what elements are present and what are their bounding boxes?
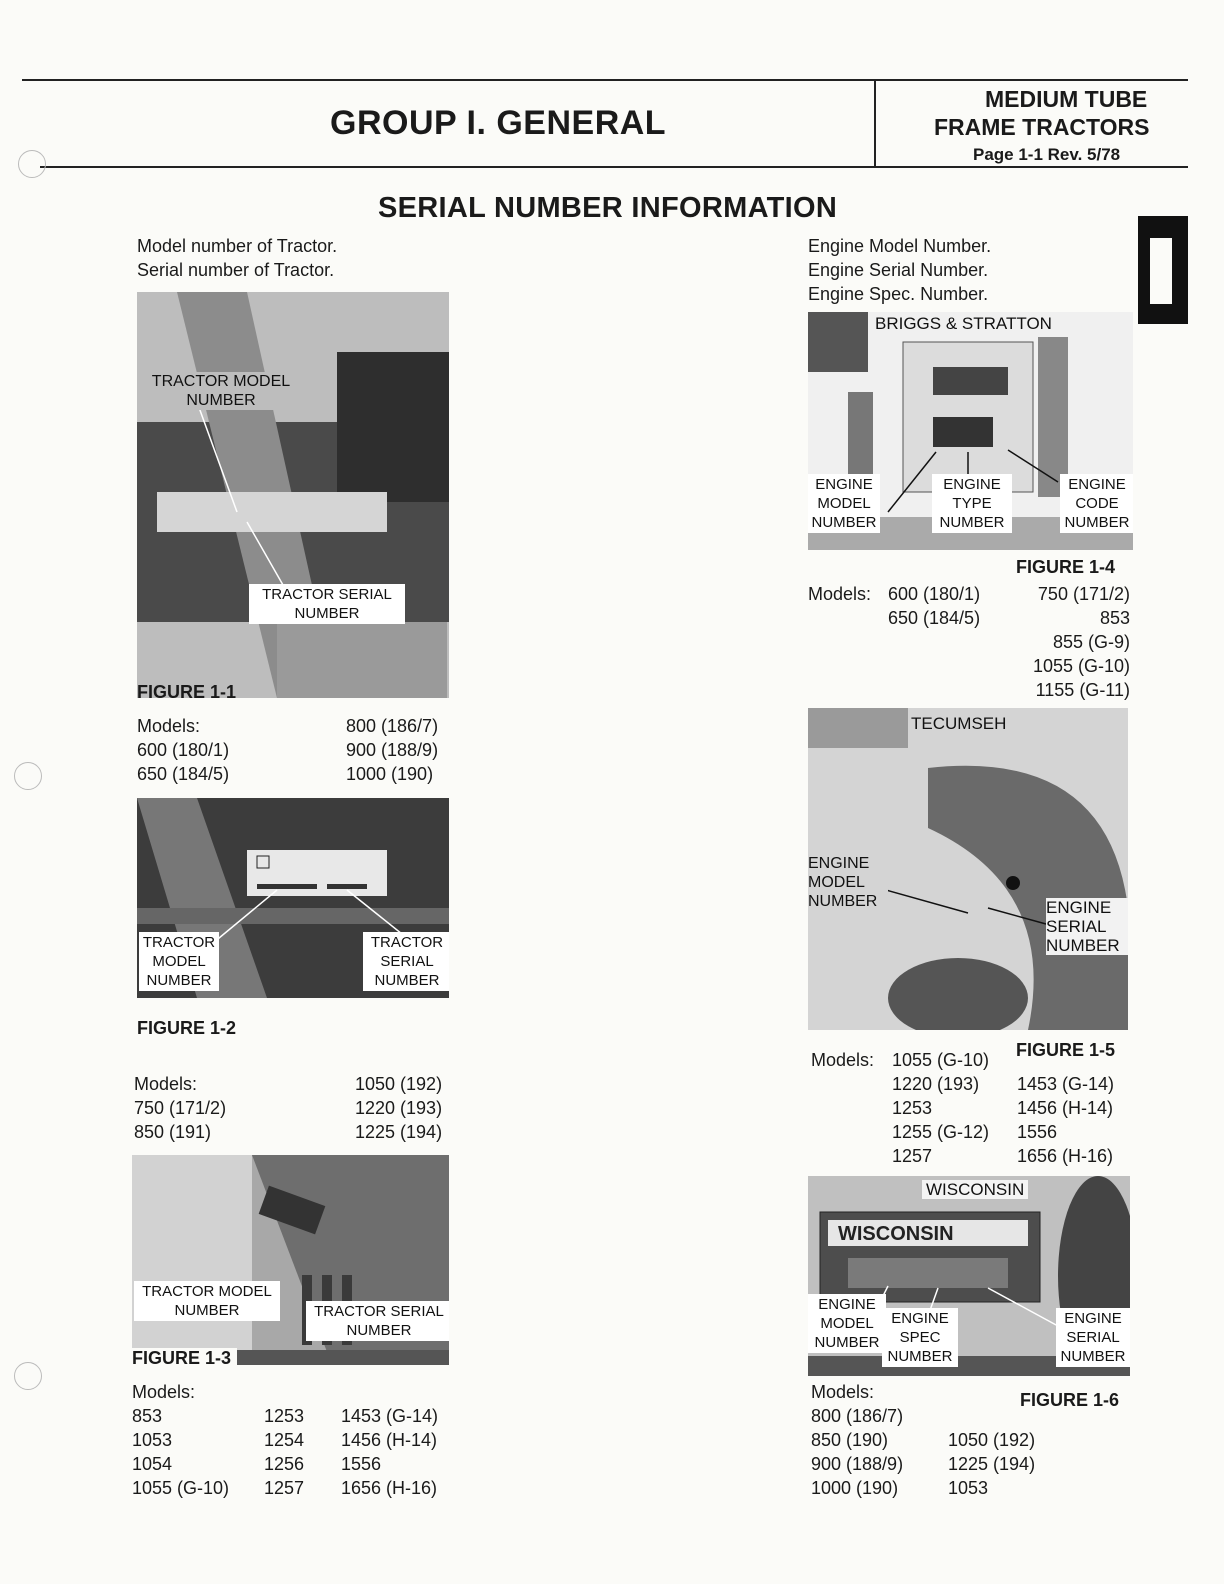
model-entry: 1050 (192) bbox=[355, 1074, 443, 1094]
figure-1-6-brand: WISCONSIN bbox=[922, 1180, 1028, 1199]
model-entry: 600 (180/1) bbox=[888, 584, 981, 604]
model-entry: 600 (180/1) bbox=[137, 740, 230, 760]
intro-line: Model number of Tractor. bbox=[137, 236, 338, 256]
figure-1-1-models-col2 bbox=[346, 714, 438, 786]
model-entry: 1556 bbox=[341, 1454, 382, 1474]
model-entry: 1456 (H-14) bbox=[1017, 1098, 1114, 1118]
model-entry: 650 (184/5) bbox=[888, 608, 981, 628]
header-bottom-rule bbox=[40, 166, 1188, 168]
figure-1-5-caption: FIGURE 1-5 bbox=[1016, 1040, 1116, 1060]
figure-1-2-caption: FIGURE 1-2 bbox=[137, 1018, 237, 1038]
models-label: Models: bbox=[134, 1074, 198, 1094]
figure-1-6-models-col2 bbox=[948, 1428, 1035, 1500]
header-top-rule bbox=[22, 79, 1188, 81]
binder-hole bbox=[14, 1362, 42, 1390]
figure-1-3-models-col3 bbox=[341, 1404, 438, 1500]
page-reference: Page 1-1 Rev. 5/78 bbox=[973, 145, 1121, 164]
figure-1-2-models-col1 bbox=[134, 1072, 226, 1144]
model-entry: 1453 (G-14) bbox=[1017, 1074, 1115, 1094]
figure-1-6-serial-label: ENGINE SERIAL NUMBER bbox=[1056, 1308, 1130, 1367]
model-entry: 1053 bbox=[948, 1478, 989, 1498]
figure-1-4-photo bbox=[808, 312, 1133, 550]
figure-1-2-serial-label: TRACTOR SERIAL NUMBER bbox=[363, 932, 449, 991]
intro-line: Engine Serial Number. bbox=[808, 260, 989, 280]
model-entry: 855 (G-9) bbox=[1052, 632, 1130, 652]
model-entry: 853 bbox=[132, 1406, 163, 1426]
figure-1-4-models-col1 bbox=[888, 582, 980, 630]
figure-1-4-type-label: ENGINE TYPE NUMBER bbox=[932, 474, 1012, 533]
model-entry: 1220 (193) bbox=[355, 1098, 443, 1118]
figure-1-1-art bbox=[137, 292, 449, 698]
figure-1-5-model-label: ENGINE MODEL NUMBER bbox=[808, 854, 888, 911]
model-entry: 1050 (192) bbox=[948, 1430, 1036, 1450]
left-intro bbox=[137, 234, 337, 282]
model-entry: 1054 bbox=[132, 1454, 173, 1474]
model-entry: 1257 bbox=[892, 1146, 933, 1166]
model-entry: 900 (188/9) bbox=[811, 1454, 904, 1474]
model-entry: 750 (171/2) bbox=[1037, 584, 1130, 604]
header-divider bbox=[874, 79, 876, 167]
figure-1-5-photo bbox=[808, 708, 1128, 1030]
figure-1-6-models-col1 bbox=[811, 1380, 903, 1500]
model-entry: 1000 (190) bbox=[811, 1478, 899, 1498]
model-entry: 1656 (H-16) bbox=[1017, 1146, 1114, 1166]
figure-1-2-model-label: TRACTOR MODEL NUMBER bbox=[139, 932, 219, 991]
figure-1-2-models-col2 bbox=[355, 1072, 442, 1144]
model-entry: 650 (184/5) bbox=[137, 764, 230, 784]
header-right-line2: FRAME TRACTORS bbox=[934, 114, 1150, 140]
intro-line: Engine Model Number. bbox=[808, 236, 992, 256]
intro-line: Serial number of Tractor. bbox=[137, 260, 335, 280]
wisconsin-plate-logo: WISCONSIN bbox=[838, 1223, 954, 1245]
model-entry: 850 (191) bbox=[134, 1122, 212, 1142]
model-entry: 1055 (G-10) bbox=[892, 1050, 990, 1070]
figure-1-4-brand: BRIGGS & STRATTON bbox=[872, 314, 1055, 333]
figure-1-1-models-col1 bbox=[137, 714, 229, 786]
figure-1-6-caption: FIGURE 1-6 bbox=[1020, 1390, 1120, 1410]
model-entry: 1255 (G-12) bbox=[892, 1122, 990, 1142]
model-entry: 1257 bbox=[264, 1478, 305, 1498]
section-title: SERIAL NUMBER INFORMATION bbox=[378, 192, 838, 224]
figure-1-3-photo bbox=[132, 1155, 449, 1365]
figure-1-6-spec-label: ENGINE SPEC NUMBER bbox=[882, 1308, 958, 1367]
figure-1-3-serial-label: TRACTOR SERIAL NUMBER bbox=[306, 1301, 449, 1341]
right-intro bbox=[808, 234, 991, 306]
figure-1-2-photo bbox=[137, 798, 449, 998]
model-entry: 1220 (193) bbox=[892, 1074, 980, 1094]
model-entry: 1253 bbox=[892, 1098, 933, 1118]
figure-1-3-caption: FIGURE 1-3 bbox=[132, 1348, 237, 1369]
model-entry: 800 (186/7) bbox=[811, 1406, 904, 1426]
figure-1-1-serial-label: TRACTOR SERIAL NUMBER bbox=[249, 584, 405, 624]
header-right-line1: MEDIUM TUBE bbox=[985, 86, 1148, 112]
figure-1-3-model-label: TRACTOR MODEL NUMBER bbox=[134, 1281, 280, 1321]
figure-1-4-model-label: ENGINE MODEL NUMBER bbox=[808, 474, 880, 533]
model-entry: 1055 (G-10) bbox=[132, 1478, 230, 1498]
figure-1-4-models-label: Models: bbox=[808, 584, 872, 604]
model-entry: 800 (186/7) bbox=[346, 716, 439, 736]
binder-hole bbox=[14, 762, 42, 790]
model-entry: 1253 bbox=[264, 1406, 305, 1426]
section-tab-marker-inner bbox=[1150, 238, 1172, 304]
model-entry: 1225 (194) bbox=[948, 1454, 1036, 1474]
model-entry: 1453 (G-14) bbox=[341, 1406, 439, 1426]
figure-1-1-caption: FIGURE 1-1 bbox=[137, 682, 237, 702]
figure-1-6-model-label: ENGINE MODEL NUMBER bbox=[808, 1294, 886, 1353]
figure-1-3-models-col2 bbox=[264, 1404, 304, 1500]
model-entry: 1053 bbox=[132, 1430, 173, 1450]
model-entry: 1256 bbox=[264, 1454, 305, 1474]
model-entry: 750 (171/2) bbox=[134, 1098, 227, 1118]
figure-1-5-models-label: Models: bbox=[811, 1050, 875, 1070]
model-entry: 1556 bbox=[1017, 1122, 1058, 1142]
figure-1-4-code-label: ENGINE CODE NUMBER bbox=[1060, 474, 1133, 533]
model-entry: 900 (188/9) bbox=[346, 740, 439, 760]
figure-1-5-serial-label: ENGINE SERIAL NUMBER bbox=[1046, 898, 1128, 955]
figure-1-5-brand: TECUMSEH bbox=[908, 714, 1009, 733]
model-entry: 1000 (190) bbox=[346, 764, 434, 784]
figure-1-3-models-col1 bbox=[132, 1380, 229, 1500]
models-label: Models: bbox=[132, 1382, 196, 1402]
figure-1-1-photo bbox=[137, 292, 449, 698]
figure-1-4-models-col2 bbox=[1016, 582, 1130, 702]
model-entry: 1055 (G-10) bbox=[1032, 656, 1130, 676]
model-entry: 1254 bbox=[264, 1430, 305, 1450]
figure-1-5-models-col1 bbox=[892, 1048, 989, 1168]
figure-1-1-model-label: TRACTOR MODEL NUMBER bbox=[141, 372, 301, 410]
intro-line: Engine Spec. Number. bbox=[808, 284, 989, 304]
figure-1-4-caption: FIGURE 1-4 bbox=[1016, 557, 1116, 577]
model-entry: 1155 (G-11) bbox=[1035, 680, 1130, 700]
models-label: Models: bbox=[811, 1382, 875, 1402]
group-title: GROUP I. GENERAL bbox=[330, 104, 667, 142]
binder-hole bbox=[18, 150, 46, 178]
model-entry: 1225 (194) bbox=[355, 1122, 443, 1142]
model-entry: 850 (190) bbox=[811, 1430, 889, 1450]
figure-1-6-photo bbox=[808, 1176, 1130, 1376]
model-entry: 1656 (H-16) bbox=[341, 1478, 438, 1498]
model-entry: 853 bbox=[1099, 608, 1130, 628]
model-entry: 1456 (H-14) bbox=[341, 1430, 438, 1450]
figure-1-5-models-col2 bbox=[1017, 1072, 1114, 1168]
models-label: Models: bbox=[137, 716, 201, 736]
